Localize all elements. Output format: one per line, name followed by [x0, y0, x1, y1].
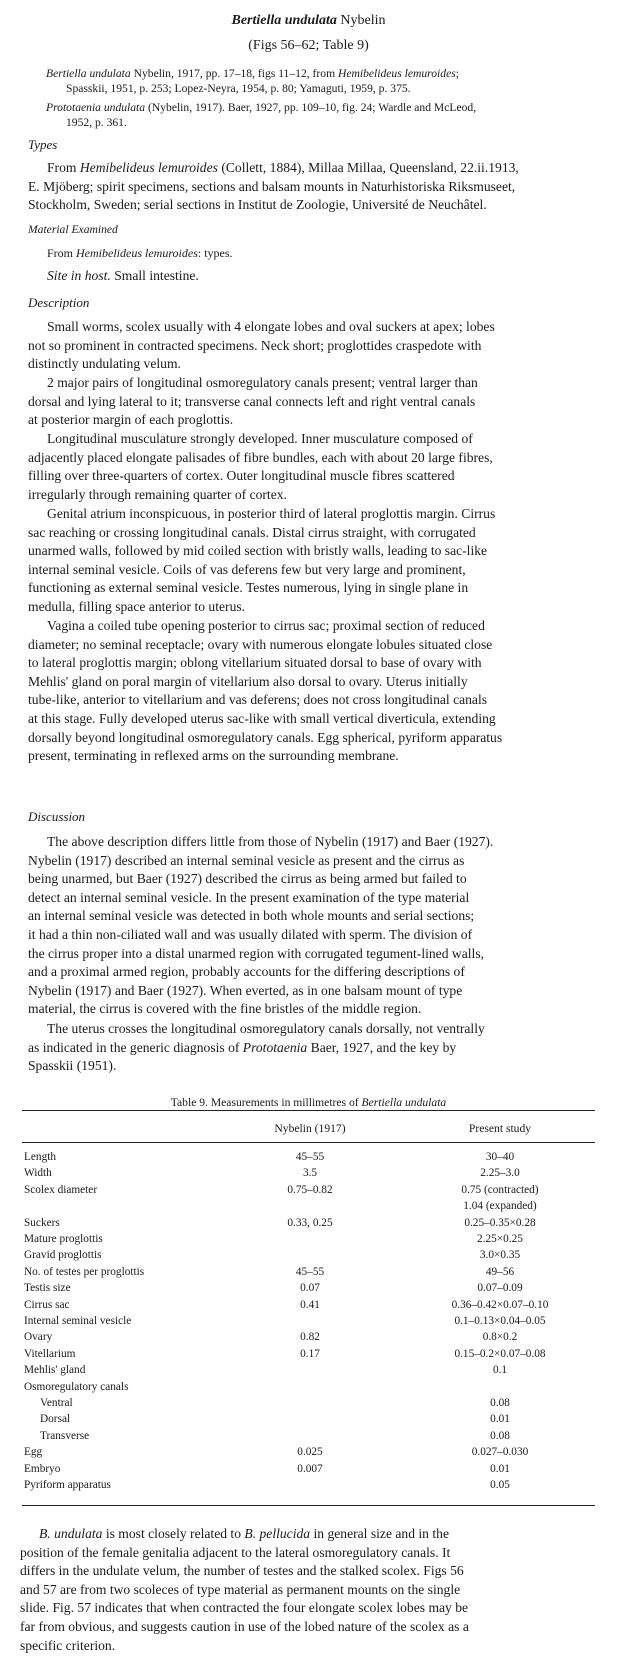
text-line: unarmed walls, followed by mid coiled section with bristly walls, leading to sac-like: [28, 543, 488, 559]
synonym-continuation: Spasskii, 1951, p. 253; Lopez-Neyra, 1954, p. 80; Yamaguti, 1959, p. 375.: [66, 82, 411, 95]
text-line: dorsally beyond longitudinal osmoregulatory canals. Egg spherical, pyriform apparatus: [28, 729, 503, 745]
material-examined-text: [47, 244, 233, 263]
text-line: E. Mjöberg; spirit specimens, sections and balsam mounts in Naturhistoriska Riksmuseet,: [28, 178, 516, 194]
text-line: detect an internal seminal vesicle. In the present examination of the type material: [28, 889, 470, 905]
text-line: distinctly undulating velum.: [28, 356, 181, 372]
row-label: Testis size: [24, 1282, 71, 1295]
row-label: Vitellarium: [24, 1347, 76, 1360]
site-text: Small intestine.: [110, 268, 199, 283]
row-label: Width: [24, 1167, 52, 1180]
column-header-present-study: Present study: [468, 1122, 532, 1135]
row-label: Egg: [24, 1446, 43, 1459]
cell-nybelin: 45–55: [295, 1151, 325, 1163]
table-row: [0, 1412, 617, 1427]
text-line: The uterus crosses the longitudinal osmoregulatory canals dorsally, not ventrally: [47, 1021, 485, 1036]
cell-nybelin: 45–55: [295, 1265, 325, 1278]
cell-present-study: 0.027–0.030: [471, 1446, 529, 1459]
row-label: Ventral: [40, 1397, 73, 1409]
cell-nybelin: 0.33, 0.25: [287, 1216, 333, 1229]
synonym-name: Prototaenia undulata: [46, 101, 146, 114]
text-line: position of the female genitalia adjacent to the lateral osmoregulatory canals. It: [20, 1544, 451, 1560]
host-name: Hemibelideus lemuroides: [76, 246, 198, 260]
row-label: Ovary: [24, 1331, 53, 1344]
text-run: in general size and in the: [310, 1526, 449, 1541]
cell-present-study: 0.15–0.2×0.07–0.08: [454, 1347, 546, 1360]
text-line: [28, 159, 606, 178]
description-paragraph-3: [28, 430, 606, 504]
row-label: Scolex diameter: [24, 1183, 98, 1196]
table-row: [0, 1429, 617, 1444]
text-line: Spasskii (1951).: [28, 1058, 117, 1074]
species-name: B. pellucida: [244, 1526, 311, 1541]
row-label: Osmoregulatory canals: [24, 1380, 129, 1393]
text-run: Baer, 1927, and the key by: [307, 1039, 457, 1055]
synonym-continuation: 1952, p. 361.: [66, 116, 127, 129]
table-row: [0, 1380, 617, 1395]
text-line: irregularly through remaining quarter of cortex.: [28, 486, 287, 502]
text-line: being unarmed, but Baer (1927) described the cirrus as being armed but failed to: [28, 871, 467, 887]
species-author: Nybelin: [336, 13, 386, 28]
text-line: it had a thin non-ciliated wall and was usually dilated with sperm. The division of: [28, 926, 473, 942]
cell-nybelin: 0.025: [297, 1446, 323, 1459]
section-heading-types: Types: [28, 137, 58, 152]
text-line: and 57 are from two scoleces of type material as permanent mounts on the single: [20, 1581, 461, 1597]
table-row: [0, 1478, 617, 1493]
text-line: differs in the undulate velum, the number of testes and the stalked scolex. Figs 56: [20, 1563, 464, 1579]
row-label: Cirrus sac: [24, 1298, 70, 1311]
text-line: sac reaching or crossing longitudinal canals. Distal cirrus straight, with corrugated: [28, 524, 476, 540]
row-label: Pyriform apparatus: [24, 1479, 111, 1491]
text-line: The above description differs little from those of Nybelin (1917) and Baer (1927).: [47, 834, 494, 849]
table-row: [0, 1330, 617, 1345]
cell-nybelin: 0.41: [300, 1298, 320, 1311]
text-line: present, terminating in reflexed arms on the surrounding membrane.: [28, 748, 399, 764]
cell-present-study: 2.25×0.25: [477, 1233, 523, 1245]
figure-table-reference: (Figs 56–62; Table 9): [248, 38, 369, 53]
column-header-nybelin: Nybelin (1917): [274, 1122, 346, 1135]
text-line: Small worms, scolex usually with 4 elongate lobes and oval suckers at apex; lobes: [47, 319, 495, 334]
text-line: functioning as external seminal vesicle. Testes numerous, lying in single plane in: [28, 580, 469, 596]
caption-species: Bertiella undulata: [361, 1096, 447, 1109]
table-row: [0, 1183, 617, 1198]
table-row: [0, 1396, 617, 1411]
text-line: Nybelin (1917) and Baer (1927). When everted, as in one balsam mount of type: [28, 982, 463, 998]
description-paragraph-2: [28, 374, 606, 430]
text-run: as indicated in the generic diagnosis of: [28, 1039, 243, 1055]
row-label: Embryo: [24, 1462, 61, 1475]
section-heading-description: Description: [28, 295, 90, 310]
table-row: [0, 1199, 617, 1214]
text-line: internal seminal vesicle. Coils of vas deferens few but very large and prominent,: [28, 561, 466, 577]
table-row: [0, 1314, 617, 1329]
cell-present-study: 0.08: [490, 1397, 510, 1409]
cell-present-study: 2.25–3.0: [480, 1167, 520, 1180]
text-line: to lateral proglottis margin; oblong vitellarium situated dorsal to base of ovary with: [28, 655, 482, 671]
section-heading-material-examined: Material Examined: [28, 223, 118, 236]
host-name: Hemibelideus lemuroides: [79, 160, 218, 175]
table-row: [0, 1281, 617, 1296]
table-row: [0, 1166, 617, 1181]
cell-present-study: 1.04 (expanded): [463, 1200, 537, 1213]
text-line: far from obvious, and suggests caution in use of the lobed nature of the scolex as a: [20, 1618, 469, 1634]
table-row: [0, 1445, 617, 1460]
discussion-paragraph-1: [28, 833, 606, 1019]
row-label: Suckers: [24, 1216, 60, 1229]
text-line: Nybelin (1917) described an internal seminal vesicle as present and the cirrus as: [28, 852, 465, 868]
cell-present-study: 0.1: [492, 1364, 508, 1377]
text-line: Longitudinal musculature strongly developed. Inner musculature composed of: [47, 431, 473, 446]
text-run: From: [47, 160, 80, 175]
cell-present-study: 0.25–0.35×0.28: [464, 1216, 536, 1229]
text-line: slide. Fig. 57 indicates that when contracted the four elongate scolex lobes may be: [20, 1600, 469, 1616]
cell-present-study: 0.07–0.09: [477, 1282, 523, 1295]
text-line: tube-like, anterior to vitellarium and vas deferens; does not cross longitudinal canals: [28, 692, 488, 708]
genus-name: Prototaenia: [242, 1039, 308, 1055]
cell-nybelin: 0.75–0.82: [287, 1183, 333, 1196]
species-title: [0, 12, 617, 31]
cell-present-study: 0.75 (contracted): [461, 1183, 539, 1196]
text-line: diameter; no seminal receptacle; ovary with numerous elongate lobules situated close: [28, 636, 493, 652]
cell-nybelin: 3.5: [302, 1167, 318, 1180]
species-name: Bertiella undulata: [231, 13, 337, 28]
text-line: dorsal and lying lateral to it; transverse canal connects left and right ventral canals: [28, 393, 476, 409]
cell-present-study: 0.8×0.2: [482, 1331, 518, 1344]
description-paragraph-5: [28, 617, 606, 766]
species-name: B. undulata: [39, 1526, 103, 1541]
table-row: [0, 1347, 617, 1362]
table-row: [0, 1216, 617, 1231]
cell-present-study: 0.01: [490, 1462, 510, 1475]
cell-nybelin: 0.07: [300, 1282, 320, 1295]
table-bottom-rule: [22, 1505, 595, 1506]
row-label: Dorsal: [40, 1413, 71, 1426]
cell-nybelin: 0.007: [297, 1462, 323, 1475]
row-label: No. of testes per proglottis: [24, 1265, 145, 1278]
text-line: specific criterion.: [20, 1637, 116, 1653]
synonymy-entry: [46, 66, 606, 96]
cell-present-study: 3.0×0.35: [479, 1249, 521, 1262]
text-line: [28, 1039, 606, 1058]
text-line: the cirrus proper into a distal unarmed region with corrugated tegument-lined walls,: [28, 945, 485, 961]
types-paragraph: [28, 159, 606, 215]
section-heading-discussion: Discussion: [28, 809, 86, 824]
row-label: Length: [24, 1151, 56, 1163]
text-line: filling over three-quarters of cortex. Outer longitudinal muscle fibres scattered: [28, 468, 455, 484]
discussion-paragraph-2: [28, 1020, 606, 1076]
text-line: [20, 1525, 598, 1544]
table-row: [0, 1248, 617, 1263]
site-in-host: [47, 267, 199, 286]
row-label: Mature proglottis: [24, 1233, 103, 1245]
synonym-citation: (Nybelin, 1917). Baer, 1927, pp. 109–10, fig. 24; Wardle and McLeod,: [145, 101, 477, 114]
host-name: Hemibelideus lemuroides: [337, 67, 456, 80]
site-label: Site in host.: [47, 268, 111, 283]
cell-nybelin: 0.82: [300, 1331, 320, 1344]
table-row: [0, 1265, 617, 1280]
caption-text: Table 9. Measurements in millimetres of: [170, 1096, 362, 1109]
text-line: material, the cirrus is covered with the fine bristles of the middle region.: [28, 1001, 422, 1017]
synonym-name: Bertiella undulata: [46, 67, 131, 80]
table-header-rule: [22, 1142, 595, 1143]
text-run: (Collett, 1884), Millaa Millaa, Queensland, 22.ii.1913,: [217, 160, 519, 175]
row-label: Transverse: [40, 1429, 90, 1442]
cell-present-study: 30–40: [485, 1151, 515, 1163]
text-line: not so prominent in contracted specimens. Neck short; proglottides craspedote with: [28, 337, 482, 353]
text-line: 2 major pairs of longitudinal osmoregulatory canals present; ventral larger than: [47, 375, 478, 390]
cell-nybelin: 0.17: [300, 1347, 320, 1360]
text-run: From: [47, 246, 77, 260]
table-row: [0, 1298, 617, 1313]
text-line: medulla, filling space anterior to uterus.: [28, 598, 246, 614]
text-line: Stockholm, Sweden; serial sections in Institut de Zoologie, Université de Neuchâtel.: [28, 197, 487, 213]
cell-present-study: 0.05: [490, 1479, 510, 1491]
table-row: [0, 1150, 617, 1165]
row-label: Gravid proglottis: [24, 1249, 102, 1262]
text-run: : types.: [197, 246, 233, 260]
text-line: at posterior margin of each proglottis.: [28, 412, 234, 428]
row-label: Mehlis' gland: [24, 1364, 86, 1377]
text-line: at this stage. Fully developed uterus sac-like with small vertical diverticula, extending: [28, 710, 496, 726]
synonym-citation: Nybelin, 1917, pp. 17–18, figs 11–12, from: [130, 67, 338, 80]
synonym-punct: ;: [455, 67, 459, 80]
text-line: Mehlis' gland on poral margin of vitellarium also dorsal to ovary. Uterus initially: [28, 673, 468, 689]
cell-present-study: 0.08: [490, 1429, 510, 1442]
cell-present-study: 0.1–0.13×0.04–0.05: [454, 1315, 546, 1327]
cell-present-study: 49–56: [485, 1265, 515, 1278]
synonymy-entry: [46, 100, 606, 130]
text-line: and a proximal armed region, probably accounts for the differing descriptions of: [28, 964, 465, 980]
text-line: Vagina a coiled tube opening posterior to cirrus sac; proximal section of reduced: [47, 618, 485, 633]
closing-paragraph: [20, 1525, 598, 1655]
table-row: [0, 1462, 617, 1477]
description-paragraph-1: [28, 318, 606, 374]
cell-present-study: 0.36–0.42×0.07–0.10: [451, 1298, 549, 1311]
text-line: Genital atrium inconspicuous, in posterior third of lateral proglottis margin. Cirrus: [47, 506, 496, 521]
text-line: adjacently placed elongate palisades of fibre bundles, each with about 20 large fibres,: [28, 449, 493, 465]
table-row: [0, 1232, 617, 1247]
table-row: [0, 1363, 617, 1378]
cell-present-study: 0.01: [490, 1413, 510, 1426]
row-label: Internal seminal vesicle: [24, 1315, 132, 1327]
description-paragraph-4: [28, 505, 606, 617]
text-run: is most closely related to: [102, 1526, 245, 1541]
table-top-rule: [22, 1110, 595, 1111]
text-line: an internal seminal vesicle was detected in both whole mounts and serial sections;: [28, 908, 475, 924]
